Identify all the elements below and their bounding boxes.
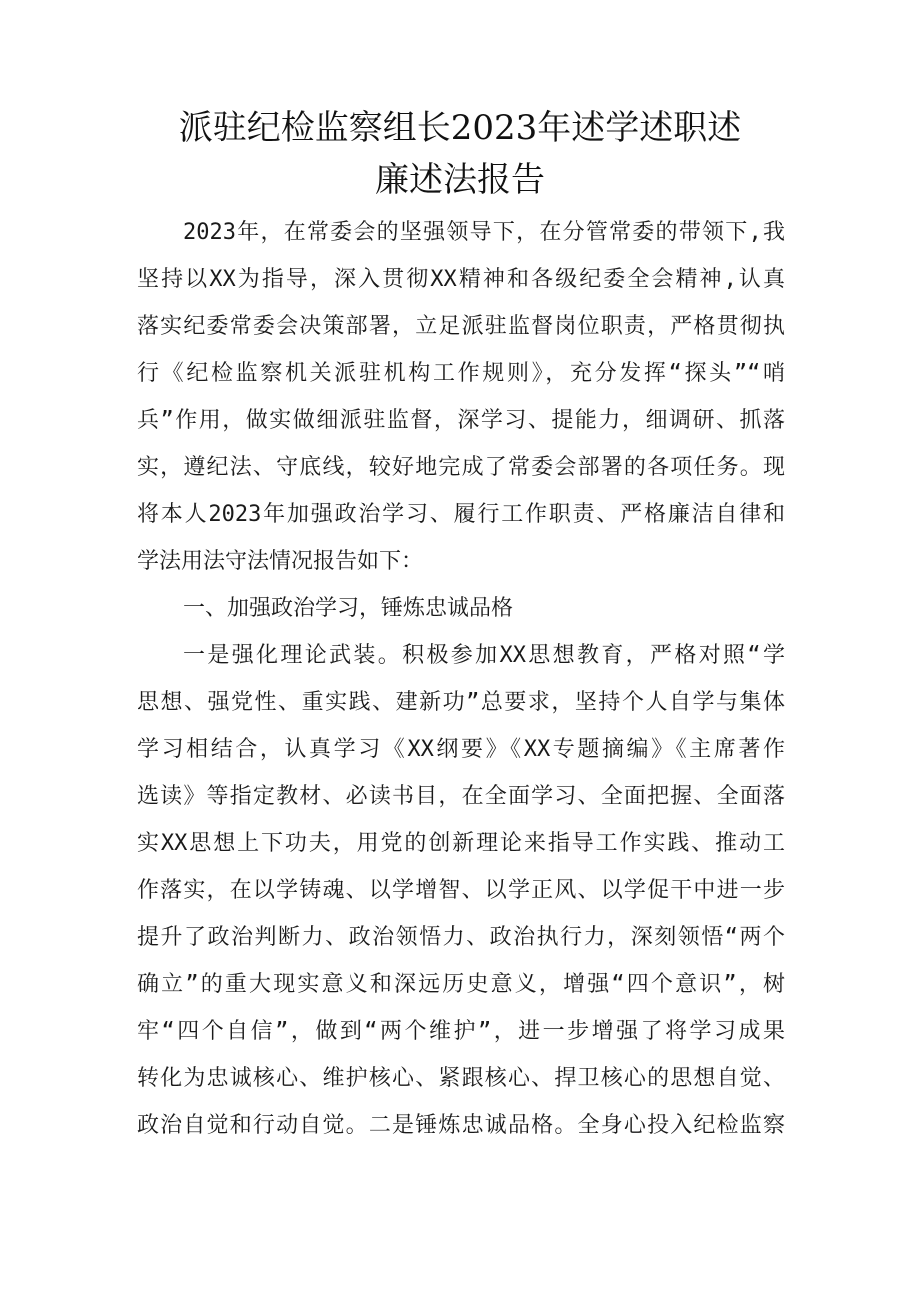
section-heading: 一、加强政治学习，锤炼忠诚品格 [183, 596, 514, 621]
paragraph-line: 一是强化理论武装。积极参加XX思想教育，严格对照“学 [183, 643, 785, 668]
paragraph-line: 提升了政治判断力、政治领悟力、政治执行力，深刻领悟“两个 [137, 925, 785, 950]
paragraph-line: 学法用法守法情况报告如下： [137, 549, 424, 574]
paragraph-line: 政治自觉和行动自觉。二是锤炼忠诚品格。全身心投入纪检监察 [137, 1113, 785, 1138]
paragraph-line: 行《纪检监察机关派驻机构工作规则》，充分发挥“探头”“哨 [137, 361, 785, 386]
paragraph-line: 确立”的重大现实意义和深远历史意义，增强“四个意识”，树 [137, 972, 785, 997]
paragraph-line: 思想、强党性、重实践、建新功”总要求，坚持个人自学与集体 [137, 690, 785, 715]
paragraph-line: 落实纪委常委会决策部署，立足派驻监督岗位职责，严格贯彻执 [137, 314, 785, 339]
paragraph-line: 转化为忠诚核心、维护核心、紧跟核心、捍卫核心的思想自觉、 [137, 1066, 785, 1091]
paragraph-line: 实，遵纪法、守底线，较好地完成了常委会部署的各项任务。现 [137, 455, 785, 480]
paragraph-line: 选读》等指定教材、必读书目，在全面学习、全面把握、全面落 [137, 784, 785, 809]
paragraph-line: 实XX思想上下功夫，用党的创新理论来指导工作实践、推动工 [137, 831, 785, 856]
paragraph-line: 作落实，在以学铸魂、以学增智、以学正风、以学促干中进一步 [137, 878, 785, 903]
document-title-line-1: 派驻纪检监察组长2023年述学述职述 [178, 108, 742, 148]
paragraph-line: 2023年，在常委会的坚强领导下，在分管常委的带领下,我 [183, 220, 785, 245]
paragraph-line: 牢“四个自信”，做到“两个维护”，进一步增强了将学习成果 [137, 1019, 785, 1044]
paragraph-line: 坚持以XX为指导，深入贯彻XX精神和各级纪委全会精神,认真 [137, 267, 785, 292]
paragraph-line: 学习相结合，认真学习《XX纲要》《XX专题摘编》《主席著作 [137, 737, 785, 762]
paragraph-line: 兵”作用，做实做细派驻监督，深学习、提能力，细调研、抓落 [137, 408, 785, 433]
document-title-line-2: 廉述法报告 [375, 160, 545, 200]
paragraph-line: 将本人2023年加强政治学习、履行工作职责、严格廉洁自律和 [137, 502, 785, 527]
